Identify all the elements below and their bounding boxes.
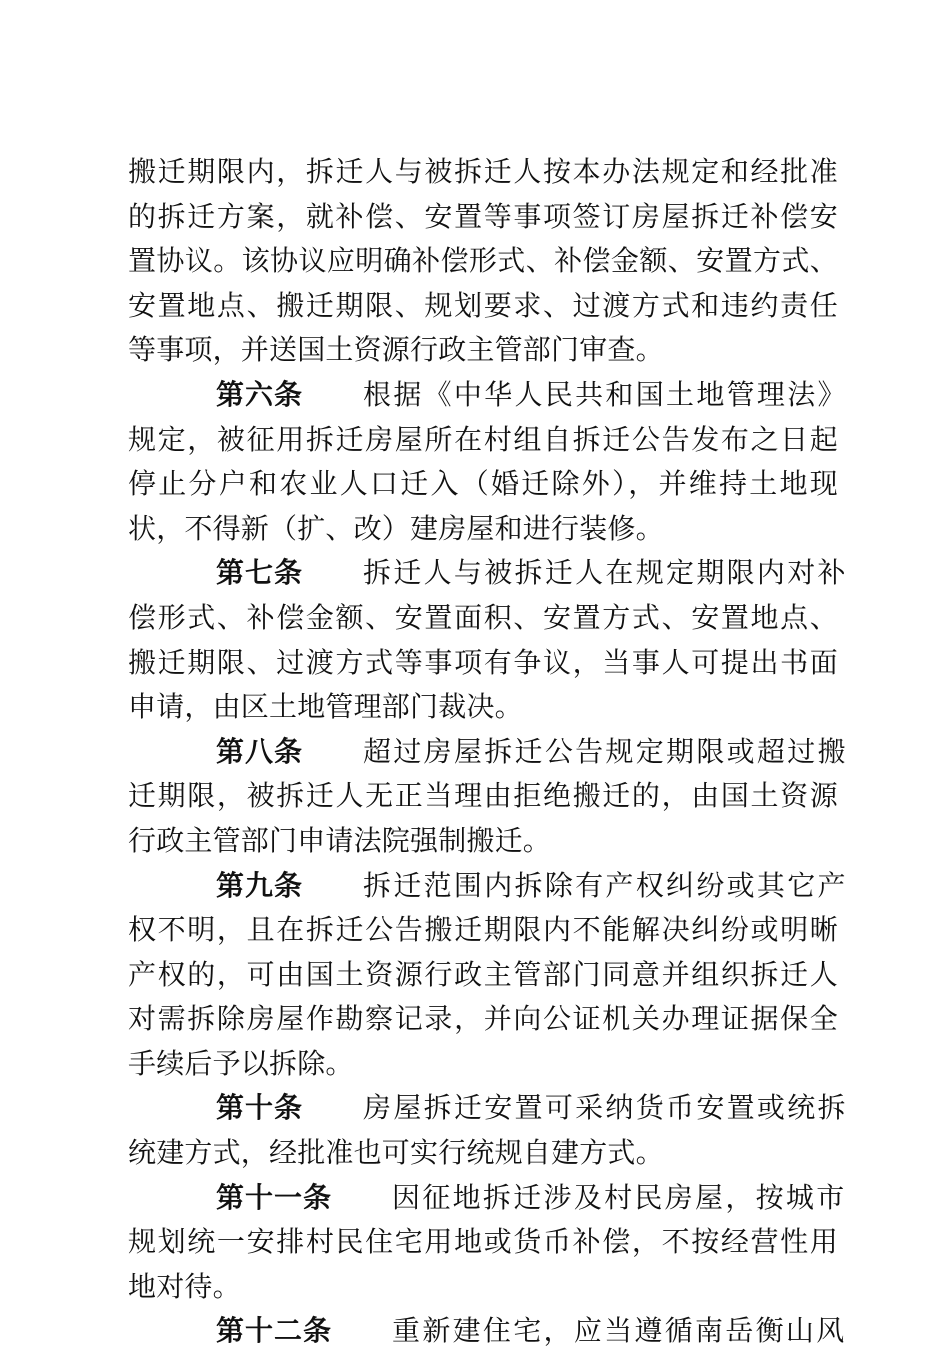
text-line: 手续后予以拆除。 — [128, 1046, 354, 1080]
text-line: 停止分户和农业人口迁入（婚迁除外），并维持土地现 — [128, 467, 838, 501]
text-line: 的拆迁方案，就补偿、安置等事项签订房屋拆迁补偿安 — [128, 199, 838, 233]
article-label: 第十一条 — [216, 1180, 333, 1214]
article-label: 第十条 — [216, 1091, 304, 1125]
article-heading-line — [128, 551, 848, 596]
article-heading-line — [128, 1086, 848, 1131]
article-first-line: 房屋拆迁安置可采纳货币安置或统拆 — [363, 1091, 848, 1125]
article-first-line: 因征地拆迁涉及村民房屋，按城市 — [392, 1180, 847, 1214]
text-line: 偿形式、补偿金额、安置面积、安置方式、安置地点、 — [128, 600, 838, 634]
article-heading-line — [128, 373, 848, 418]
text-line: 规定，被征用拆迁房屋所在村组自拆迁公告发布之日起 — [128, 422, 838, 456]
article-label: 第八条 — [216, 734, 304, 768]
text-line: 统建方式，经批准也可实行统规自建方式。 — [128, 1136, 664, 1170]
text-line: 产权的，可由国土资源行政主管部门同意并组织拆迁人 — [128, 957, 838, 991]
article-heading-line — [128, 1309, 847, 1354]
article-heading-line — [128, 1176, 847, 1221]
text-line: 等事项，并送国土资源行政主管部门审查。 — [128, 333, 664, 367]
article-first-line: 拆迁人与被拆迁人在规定期限内对补 — [363, 556, 848, 590]
article-heading-line — [128, 864, 848, 909]
article-label: 第十二条 — [216, 1314, 333, 1348]
text-line: 地对待。 — [128, 1269, 241, 1303]
article-heading-line — [128, 730, 848, 775]
article-label: 第九条 — [216, 868, 304, 902]
document-body — [128, 150, 848, 1354]
text-line: 行政主管部门申请法院强制搬迁。 — [128, 823, 552, 857]
text-line: 搬迁期限、过渡方式等事项有争议，当事人可提出书面 — [128, 645, 838, 679]
text-line: 状，不得新（扩、改）建房屋和进行装修。 — [128, 511, 664, 545]
article-label: 第六条 — [216, 377, 304, 411]
text-line: 申请，由区土地管理部门裁决。 — [128, 690, 523, 724]
text-line: 迁期限，被拆迁人无正当理由拒绝搬迁的，由国土资源 — [128, 779, 838, 813]
text-line: 规划统一安排村民住宅用地或货币补偿，不按经营性用 — [128, 1225, 838, 1259]
text-line: 对需拆除房屋作勘察记录，并向公证机关办理证据保全 — [128, 1002, 838, 1036]
article-first-line: 拆迁范围内拆除有产权纠纷或其它产 — [363, 868, 848, 902]
article-first-line: 根据《中华人民共和国土地管理法》 — [363, 377, 848, 411]
article-label: 第七条 — [216, 556, 304, 590]
article-first-line: 超过房屋拆迁公告规定期限或超过搬 — [363, 734, 848, 768]
text-line: 权不明，且在拆迁公告搬迁期限内不能解决纠纷或明晰 — [128, 913, 838, 947]
text-line: 置协议。该协议应明确补偿形式、补偿金额、安置方式、 — [128, 244, 838, 278]
article-first-line: 重新建住宅，应当遵循南岳衡山风 — [392, 1314, 847, 1348]
text-line: 安置地点、搬迁期限、规划要求、过渡方式和违约责任 — [128, 288, 838, 322]
text-line: 搬迁期限内，拆迁人与被拆迁人按本办法规定和经批准 — [128, 155, 838, 188]
